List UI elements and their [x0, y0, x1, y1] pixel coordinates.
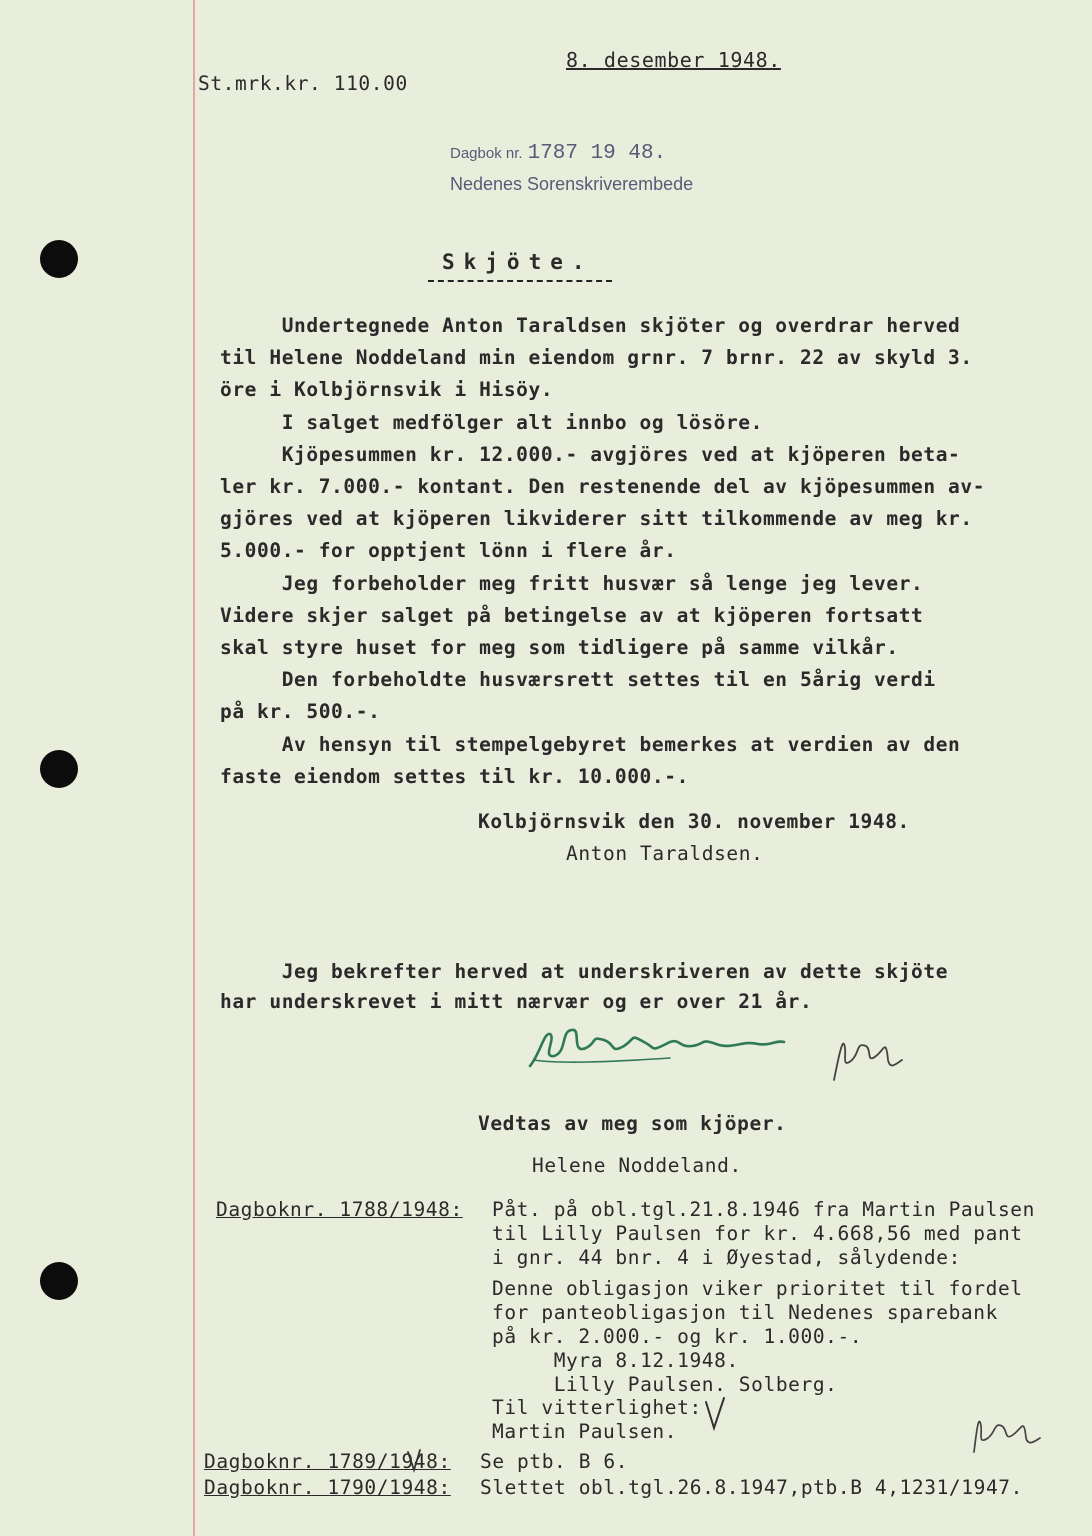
entry-line: Lilly Paulsen. Solberg. — [492, 1372, 838, 1396]
deed-line: Jeg forbeholder meg fritt husvær så lenge jeg lever. — [220, 571, 924, 595]
document-date: 8. desember 1948. — [566, 48, 781, 72]
entry-line: i gnr. 44 bnr. 4 i Øyestad, sålydende: — [492, 1245, 961, 1269]
seller-name: Anton Taraldsen. — [566, 842, 764, 865]
initials-mark — [966, 1412, 1046, 1462]
deed-title: Skjöte. — [442, 250, 594, 274]
deed-line: Undertegnede Anton Taraldsen skjöter og overdrar herved — [220, 314, 961, 337]
entry-line: Martin Paulsen. — [492, 1420, 678, 1444]
initials-mark — [826, 1030, 906, 1090]
punch-hole — [40, 240, 78, 278]
margin-rule — [193, 0, 195, 1536]
registry-stamp-office: Nedenes Sorenskriverembede — [450, 174, 694, 194]
deed-line: faste eiendom settes til kr. 10.000.-. — [220, 764, 689, 788]
deed-line: Av hensyn til stempelgebyret bemerkes at verdien av den — [220, 732, 961, 756]
deed-line: öre i Kolbjörnsvik i Hisöy. — [220, 378, 554, 402]
entry-line: Myra 8.12.1948. — [492, 1348, 739, 1372]
entry-label: Dagboknr. 1788/1948: — [216, 1198, 463, 1221]
acceptance-line: Vedtas av meg som kjöper. — [478, 1112, 787, 1135]
deed-line: gjöres ved at kjöperen likviderer sitt tilkommende av meg kr. — [220, 507, 973, 531]
registry-stamp-line1 — [450, 142, 666, 165]
stamp-fee: St.mrk.kr. 110.00 — [198, 72, 408, 95]
punch-hole — [40, 750, 78, 788]
deed-line: I salget medfölger alt innbo og lösöre. — [220, 410, 763, 434]
place-date: Kolbjörnsvik den 30. november 1948. — [478, 810, 910, 833]
registry-stamp-number: 1787 19 48. — [527, 142, 667, 165]
deed-line: skal styre huset for meg som tidligere på samme vilkår. — [220, 636, 899, 659]
title-underline — [428, 280, 612, 282]
witness-line: har underskrevet i mitt nærvær og er over 21 år. — [220, 990, 813, 1013]
deed-line: Videre skjer salget på betingelse av at kjöperen fortsatt — [220, 603, 924, 627]
entry-line: Denne obligasjon viker prioritet til fordel — [492, 1277, 1023, 1301]
entry-label: Dagboknr. 1790/1948: — [204, 1476, 451, 1499]
entry-line: Påt. på obl.tgl.21.8.1946 fra Martin Paulsen — [492, 1198, 1035, 1221]
deed-line: Den forbeholdte husværsrett settes til en 5årig verdi — [220, 668, 936, 692]
deed-line: 5.000.- for opptjent lönn i flere år. — [220, 539, 677, 563]
entry-line: på kr. 2.000.- og kr. 1.000.-. — [492, 1325, 863, 1348]
check-mark — [404, 1448, 424, 1474]
check-mark — [700, 1394, 730, 1434]
deed-line: til Helene Noddeland min eiendom grnr. 7 brnr. 22 av skyld 3. — [220, 346, 973, 370]
witness-line: Jeg bekrefter herved at underskriveren av dette skjöte — [220, 960, 949, 983]
witness-signature — [520, 1014, 790, 1074]
entry-line: til Lilly Paulsen for kr. 4.668,56 med pant — [492, 1221, 1023, 1245]
entry-line: for panteobligasjon til Nedenes sparebank — [492, 1301, 998, 1325]
entry-line: Til vitterlighet: — [492, 1396, 702, 1420]
registry-stamp-label: Dagbok nr. — [450, 145, 523, 162]
punch-hole — [40, 1262, 78, 1300]
entry-line: Se ptb. B 6. — [480, 1450, 629, 1473]
entry-line: Slettet obl.tgl.26.8.1947,ptb.B 4,1231/1947. — [480, 1476, 1023, 1499]
entry-label: Dagboknr. 1789/1948: — [204, 1450, 451, 1473]
deed-line: på kr. 500.-. — [220, 700, 381, 724]
deed-line: Kjöpesummen kr. 12.000.- avgjöres ved at kjöperen beta- — [220, 442, 961, 466]
deed-line: ler kr. 7.000.- kontant. Den restenende del av kjöpesummen av- — [220, 475, 986, 498]
buyer-name: Helene Noddeland. — [532, 1154, 742, 1177]
